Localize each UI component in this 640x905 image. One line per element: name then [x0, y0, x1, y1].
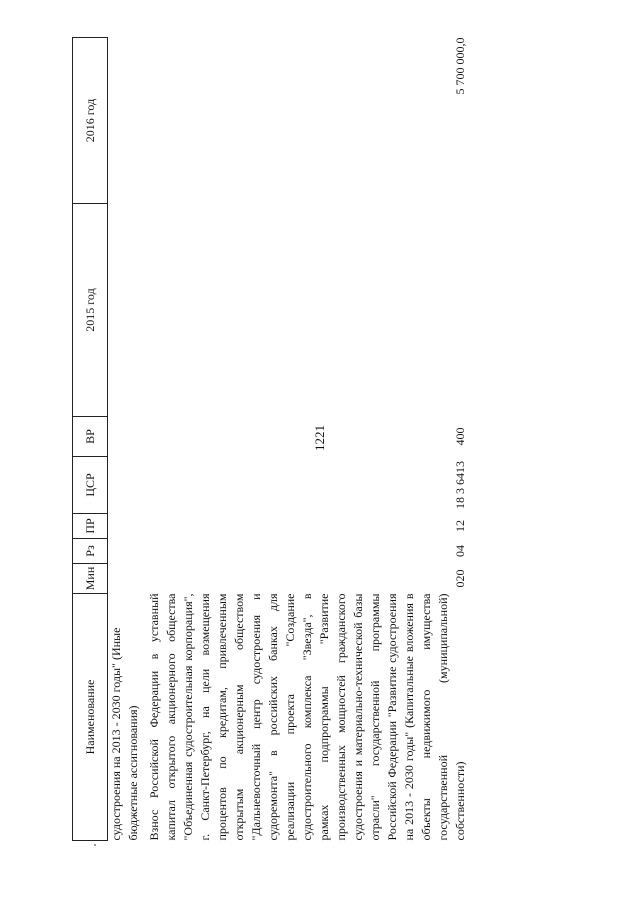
header-rz: Рз	[73, 539, 108, 564]
row-rz: 04	[453, 545, 467, 557]
row-2015	[146, 204, 469, 417]
continued-row	[108, 38, 147, 841]
row-csr: 18 3 6413	[453, 461, 467, 509]
rotated-table-page	[72, 38, 617, 841]
budget-table	[72, 37, 469, 841]
row-description: Взнос Российской Федерации в уставный капитал открытого акционерного общества "Объединенная судостроительная корпорация", г. Санкт-Петербург, на цели возмещения процентов по кредитам, привлеченным открытым акционерным обществом "Дальневосточный центр судостроения и судоремонта" в российских банках для реализации проекта "Создание судостроительного комплекса "Звезда", в рамках подпрограммы "Развитие производственных мощностей гражданского судостроения и материально-технической базы отрасли" государственной программы Российской Федерации "Развитие судостроения на 2013 - 2030 годы" (Капитальные вложения в объекты недвижимого имущества государственной (муниципальной) собственности)	[147, 593, 467, 841]
row-pr: 12	[453, 520, 467, 532]
page-number: 1221	[312, 425, 327, 451]
table-row	[146, 38, 469, 841]
header-2015: 2015 год	[73, 204, 108, 417]
header-csr: ЦСР	[73, 457, 108, 514]
header-min: Мин	[73, 564, 108, 594]
row-vr: 400	[453, 427, 467, 446]
row-2016: 5 700 000,0	[453, 37, 467, 95]
header-vr: ВР	[73, 417, 108, 457]
header-2016: 2016 год	[73, 38, 108, 204]
header-pr: ПР	[73, 514, 108, 539]
row-min: 020	[453, 569, 467, 588]
continued-text: судостроения на 2013 - 2030 годы" (Иные бюджетные ассигнования)	[109, 627, 140, 841]
table-header-row	[73, 38, 108, 841]
scan-speck	[94, 844, 96, 846]
header-name: Наименование	[73, 594, 108, 841]
